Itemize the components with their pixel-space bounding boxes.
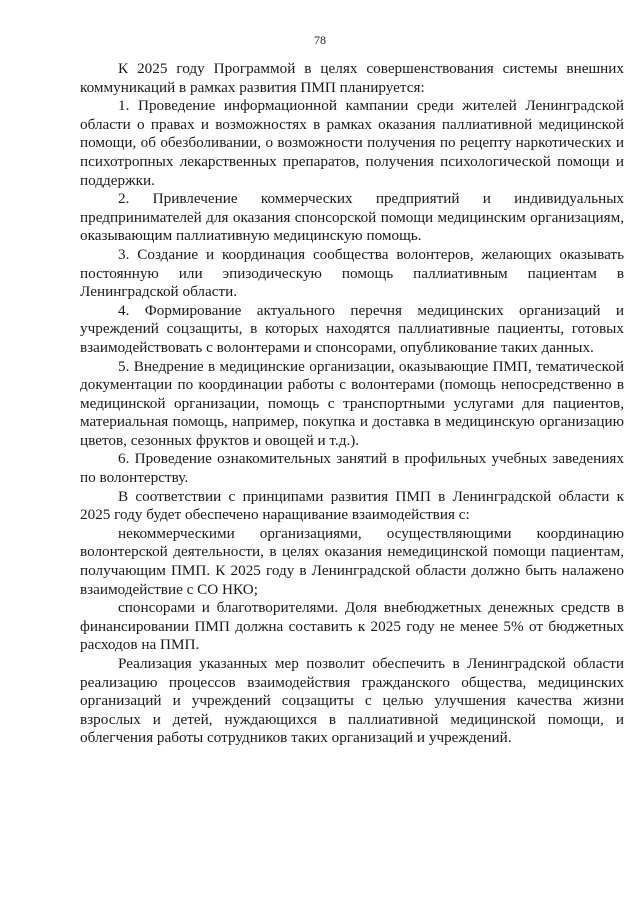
paragraph-item-5: 5. Внедрение в медицинские организации, оказывающие ПМП, тематической документации по координации работы с волонтерами (помощь непосредственно в медицинской организации, помощь с транспортными услугами для пациентов, материальная помощь, например, покупка и доставка в медицинскую организацию цветов, сезонных фруктов и овощей и т.д.). (80, 357, 624, 449)
page-number: 78 (314, 33, 326, 47)
document-body (80, 60, 624, 748)
paragraph-sponsors: спонсорами и благотворителями. Доля внебюджетных денежных средств в финансировании ПМП должна составить к 2025 году не менее 5% от бюджетных расходов на ПМП. (80, 599, 624, 654)
paragraph-item-6: 6. Проведение ознакомительных занятий в профильных учебных заведениях по волонтерству. (80, 450, 624, 487)
paragraph-nko: некоммерческими организациями, осуществляющими координацию волонтерской деятельности, в целях оказания немедицинской помощи пациентам, получающим ПМП. К 2025 году в Ленинградской области должно быть налажено взаимодействие с СО НКО; (80, 524, 624, 598)
paragraph-intro: К 2025 году Программой в целях совершенствования системы внешних коммуникаций в рамках развития ПМП планируется: (80, 60, 624, 96)
paragraph-item-2: 2. Привлечение коммерческих предприятий и индивидуальных предпринимателей для оказания спонсорской помощи медицинским организациям, оказывающим паллиативную медицинскую помощь. (80, 190, 624, 245)
paragraph-item-1: 1. Проведение информационной кампании среди жителей Ленинградской области о правах и возможностях в рамках оказания паллиативной медицинской помощи, об обезболивании, о возможности получения по рецепту наркотических и психотропных лекарственных препаратов, получения психологической помощи и поддержки. (80, 97, 624, 189)
paragraph-conclusion: Реализация указанных мер позволит обеспечить в Ленинградской области реализацию процессов взаимодействия гражданского общества, медицинских организаций и учреждений соцзащиты с целью улучшения качества жизни взрослых и детей, нуждающихся в паллиативной медицинской помощи, и облегчения работы сотрудников таких организаций и учреждений. (80, 655, 624, 747)
paragraph-item-4: 4. Формирование актуального перечня медицинских организаций и учреждений соцзащиты, в которых находятся паллиативные пациенты, готовых взаимодействовать с волонтерами и спонсорами, опубликование таких данных. (80, 301, 624, 356)
paragraph-item-3: 3. Создание и координация сообщества волонтеров, желающих оказывать постоянную или эпизодическую помощь паллиативным пациентам в Ленинградской области. (80, 245, 624, 301)
paragraph-principles: В соответствии с принципами развития ПМП в Ленинградской области к 2025 году будет обеспечено наращивание взаимодействия с: (80, 487, 624, 524)
